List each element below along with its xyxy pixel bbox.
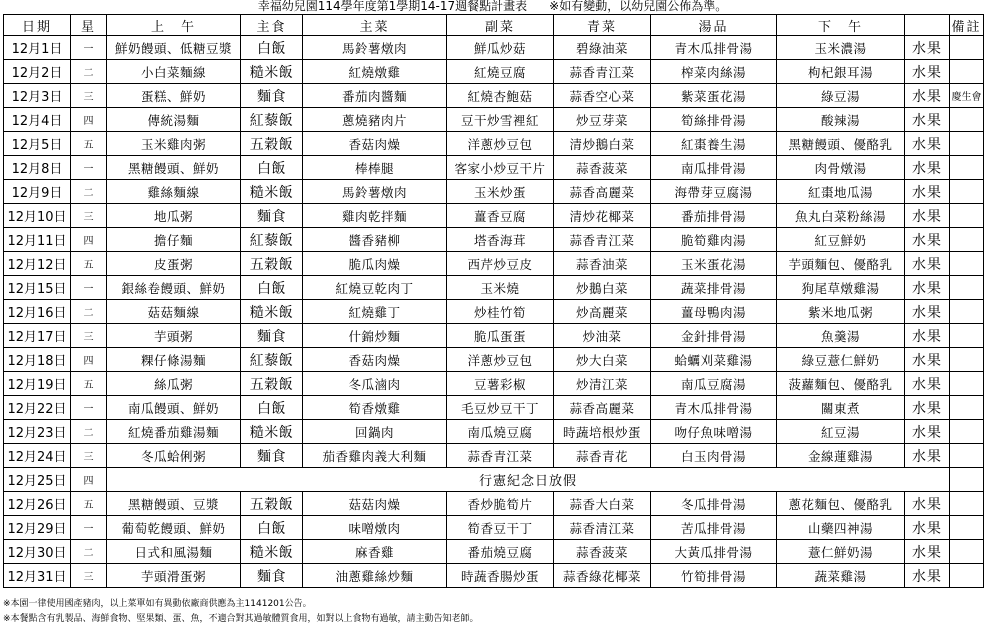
cell-morning: 擔仔麵 xyxy=(107,228,241,252)
cell-staple: 糙米飯 xyxy=(241,180,303,204)
cell-fruit: 水果 xyxy=(905,36,950,60)
cell-fruit: 水果 xyxy=(905,324,950,348)
cell-fruit: 水果 xyxy=(905,300,950,324)
cell-main: 茄香雞肉義大利麵 xyxy=(303,444,447,468)
cell-afternoon: 肉骨燉湯 xyxy=(777,156,905,180)
cell-afternoon: 黑糖饅頭、優酪乳 xyxy=(777,132,905,156)
cell-date: 12月4日 xyxy=(4,108,71,132)
cell-staple: 糙米飯 xyxy=(241,420,303,444)
cell-soup: 蔬菜排骨湯 xyxy=(651,276,777,300)
cell-afternoon: 綠豆湯 xyxy=(777,84,905,108)
cell-veg: 蒜香高麗菜 xyxy=(554,396,651,420)
cell-date: 12月15日 xyxy=(4,276,71,300)
cell-afternoon: 薏仁鮮奶湯 xyxy=(777,540,905,564)
cell-afternoon: 蔬菜雞湯 xyxy=(777,564,905,588)
cell-fruit: 水果 xyxy=(905,204,950,228)
cell-afternoon: 芋頭麵包、優酪乳 xyxy=(777,252,905,276)
table-row xyxy=(4,132,984,156)
cell-weekday: 五 xyxy=(71,132,107,156)
cell-weekday: 一 xyxy=(71,396,107,420)
cell-weekday: 三 xyxy=(71,444,107,468)
cell-morning: 黑糖饅頭、豆漿 xyxy=(107,492,241,516)
cell-weekday: 一 xyxy=(71,276,107,300)
cell-weekday: 二 xyxy=(71,180,107,204)
cell-fruit: 水果 xyxy=(905,60,950,84)
header-row xyxy=(4,15,984,36)
cell-fruit: 水果 xyxy=(905,540,950,564)
header-side: 副菜 xyxy=(447,15,554,36)
cell-morning: 日式和風湯麵 xyxy=(107,540,241,564)
cell-weekday: 五 xyxy=(71,252,107,276)
cell-date: 12月25日 xyxy=(4,468,71,492)
cell-date: 12月12日 xyxy=(4,252,71,276)
cell-staple: 糙米飯 xyxy=(241,540,303,564)
cell-veg: 蒜香青花 xyxy=(554,444,651,468)
cell-date: 12月24日 xyxy=(4,444,71,468)
footnote-allergy: ※本餐點含有乳製品、海鮮食物、堅果類、蛋、魚，不適合對其過敏體質食用，如對以上食物有過敏，請主動告知老師。 xyxy=(3,614,479,624)
cell-note xyxy=(950,324,984,348)
cell-main: 馬鈴薯燉肉 xyxy=(303,36,447,60)
cell-afternoon: 綠豆薏仁鮮奶 xyxy=(777,348,905,372)
cell-staple: 糙米飯 xyxy=(241,60,303,84)
cell-veg: 蒜香空心菜 xyxy=(554,84,651,108)
title-text: 幸福幼兒園114學年度第1學期14-17週餐點計畫表 xyxy=(257,0,528,13)
cell-weekday: 四 xyxy=(71,348,107,372)
cell-main: 醬香豬柳 xyxy=(303,228,447,252)
cell-veg: 炒清江菜 xyxy=(554,372,651,396)
cell-main: 紅燒雞丁 xyxy=(303,300,447,324)
table-row xyxy=(4,228,984,252)
cell-date: 12月22日 xyxy=(4,396,71,420)
cell-main: 紅燒燉雞 xyxy=(303,60,447,84)
cell-veg: 蒜香油菜 xyxy=(554,252,651,276)
cell-weekday: 四 xyxy=(71,228,107,252)
cell-fruit: 水果 xyxy=(905,252,950,276)
cell-staple: 麵食 xyxy=(241,564,303,588)
cell-staple: 麵食 xyxy=(241,444,303,468)
cell-staple: 五穀飯 xyxy=(241,132,303,156)
cell-soup: 竹筍排骨湯 xyxy=(651,564,777,588)
cell-date: 12月3日 xyxy=(4,84,71,108)
cell-weekday: 三 xyxy=(71,84,107,108)
cell-main: 番茄肉醬麵 xyxy=(303,84,447,108)
cell-side: 紅燒杏鮑菇 xyxy=(447,84,554,108)
cell-staple: 麵食 xyxy=(241,204,303,228)
table-row xyxy=(4,108,984,132)
cell-morning: 玉米雞肉粥 xyxy=(107,132,241,156)
cell-soup: 番茄排骨湯 xyxy=(651,204,777,228)
cell-side: 香炒脆筍片 xyxy=(447,492,554,516)
cell-fruit: 水果 xyxy=(905,564,950,588)
cell-note xyxy=(950,252,984,276)
cell-afternoon: 玉米濃湯 xyxy=(777,36,905,60)
cell-veg: 炒大白菜 xyxy=(554,348,651,372)
table-row xyxy=(4,300,984,324)
cell-weekday: 三 xyxy=(71,324,107,348)
cell-fruit: 水果 xyxy=(905,156,950,180)
cell-note xyxy=(950,492,984,516)
cell-staple: 白飯 xyxy=(241,516,303,540)
cell-side: 玉米燒 xyxy=(447,276,554,300)
cell-soup: 南瓜排骨湯 xyxy=(651,156,777,180)
cell-date: 12月2日 xyxy=(4,60,71,84)
header-afternoon: 下 午 xyxy=(777,15,905,36)
cell-veg: 蒜香菠菜 xyxy=(554,156,651,180)
cell-fruit: 水果 xyxy=(905,420,950,444)
cell-staple: 白飯 xyxy=(241,156,303,180)
header-weekday: 星 xyxy=(71,15,107,36)
cell-staple: 白飯 xyxy=(241,276,303,300)
cell-fruit: 水果 xyxy=(905,372,950,396)
cell-note xyxy=(950,108,984,132)
table-row xyxy=(4,204,984,228)
cell-date: 12月9日 xyxy=(4,180,71,204)
cell-side: 薑香豆腐 xyxy=(447,204,554,228)
cell-side: 玉米炒蛋 xyxy=(447,180,554,204)
cell-note xyxy=(950,540,984,564)
cell-side: 番茄燒豆腐 xyxy=(447,540,554,564)
cell-note: 慶生會 xyxy=(950,84,984,108)
cell-side: 鮮瓜炒菇 xyxy=(447,36,554,60)
cell-morning: 紅燒番茄雞湯麵 xyxy=(107,420,241,444)
cell-side: 毛豆炒豆干丁 xyxy=(447,396,554,420)
cell-soup: 脆筍雞肉湯 xyxy=(651,228,777,252)
cell-staple: 紅藜飯 xyxy=(241,228,303,252)
table-row xyxy=(4,60,984,84)
cell-soup: 吻仔魚味噌湯 xyxy=(651,420,777,444)
cell-afternoon: 酸辣湯 xyxy=(777,108,905,132)
cell-staple: 麵食 xyxy=(241,84,303,108)
cell-veg: 蒜香菠菜 xyxy=(554,540,651,564)
cell-afternoon: 菠蘿麵包、優酪乳 xyxy=(777,372,905,396)
header-main: 主菜 xyxy=(303,15,447,36)
cell-fruit: 水果 xyxy=(905,492,950,516)
cell-fruit: 水果 xyxy=(905,516,950,540)
cell-weekday: 二 xyxy=(71,540,107,564)
table-row xyxy=(4,444,984,468)
cell-veg: 清炒花椰菜 xyxy=(554,204,651,228)
table-row xyxy=(4,348,984,372)
cell-weekday: 四 xyxy=(71,108,107,132)
cell-date: 12月16日 xyxy=(4,300,71,324)
cell-afternoon: 山藥四神湯 xyxy=(777,516,905,540)
cell-fruit: 水果 xyxy=(905,180,950,204)
cell-morning: 芋頭粥 xyxy=(107,324,241,348)
cell-main: 油蔥雞絲炒麵 xyxy=(303,564,447,588)
cell-morning: 菇菇麵線 xyxy=(107,300,241,324)
cell-veg: 蒜香大白菜 xyxy=(554,492,651,516)
cell-soup: 紅棗養生湯 xyxy=(651,132,777,156)
cell-morning: 葡萄乾饅頭、鮮奶 xyxy=(107,516,241,540)
cell-side: 炒桂竹筍 xyxy=(447,300,554,324)
cell-date: 12月18日 xyxy=(4,348,71,372)
cell-side: 洋蔥炒豆包 xyxy=(447,132,554,156)
cell-side: 紅燒豆腐 xyxy=(447,60,554,84)
cell-weekday: 三 xyxy=(71,564,107,588)
cell-weekday: 一 xyxy=(71,156,107,180)
cell-weekday: 二 xyxy=(71,60,107,84)
cell-side: 筍香豆干丁 xyxy=(447,516,554,540)
cell-main: 紅燒豆乾肉丁 xyxy=(303,276,447,300)
cell-side: 時蔬香腸炒蛋 xyxy=(447,564,554,588)
cell-date: 12月1日 xyxy=(4,36,71,60)
footnote-pork: ※本園一律使用國產豬肉，以上菜單如有異動依廠商供應為主1141201公告。 xyxy=(3,599,312,609)
cell-main: 冬瓜滷肉 xyxy=(303,372,447,396)
table-row xyxy=(4,84,984,108)
header-date: 日期 xyxy=(4,15,71,36)
cell-soup: 南瓜豆腐湯 xyxy=(651,372,777,396)
cell-weekday: 二 xyxy=(71,300,107,324)
cell-note xyxy=(950,420,984,444)
cell-fruit: 水果 xyxy=(905,444,950,468)
cell-soup: 白玉肉骨湯 xyxy=(651,444,777,468)
table-row xyxy=(4,36,984,60)
cell-veg: 蒜香綠花椰菜 xyxy=(554,564,651,588)
cell-fruit: 水果 xyxy=(905,228,950,252)
cell-afternoon: 蔥花麵包、優酪乳 xyxy=(777,492,905,516)
cell-weekday: 五 xyxy=(71,372,107,396)
cell-side: 蒜香青江菜 xyxy=(447,444,554,468)
cell-staple: 麵食 xyxy=(241,324,303,348)
cell-fruit: 水果 xyxy=(905,84,950,108)
cell-morning: 黑糖饅頭、鮮奶 xyxy=(107,156,241,180)
cell-side: 豆薯彩椒 xyxy=(447,372,554,396)
cell-main: 回鍋肉 xyxy=(303,420,447,444)
cell-note xyxy=(950,276,984,300)
cell-main: 蔥燒豬肉片 xyxy=(303,108,447,132)
cell-main: 香菇肉燥 xyxy=(303,348,447,372)
cell-soup: 冬瓜排骨湯 xyxy=(651,492,777,516)
cell-morning: 銀絲卷饅頭、鮮奶 xyxy=(107,276,241,300)
cell-date: 12月5日 xyxy=(4,132,71,156)
cell-staple: 白飯 xyxy=(241,36,303,60)
cell-morning: 雞絲麵線 xyxy=(107,180,241,204)
cell-note xyxy=(950,300,984,324)
cell-morning: 蛋糕、鮮奶 xyxy=(107,84,241,108)
cell-soup: 苦瓜排骨湯 xyxy=(651,516,777,540)
cell-note xyxy=(950,180,984,204)
table-row xyxy=(4,156,984,180)
cell-veg: 時蔬培根炒蛋 xyxy=(554,420,651,444)
cell-main: 筍香燉雞 xyxy=(303,396,447,420)
cell-note xyxy=(950,132,984,156)
cell-side: 西芹炒豆皮 xyxy=(447,252,554,276)
cell-staple: 五穀飯 xyxy=(241,372,303,396)
table-row xyxy=(4,540,984,564)
cell-note xyxy=(950,444,984,468)
cell-main: 脆瓜肉燥 xyxy=(303,252,447,276)
cell-veg: 蒜香清江菜 xyxy=(554,516,651,540)
cell-note xyxy=(950,228,984,252)
cell-fruit: 水果 xyxy=(905,132,950,156)
header-soup: 湯品 xyxy=(651,15,777,36)
cell-veg: 蒜香青江菜 xyxy=(554,60,651,84)
header-fruit xyxy=(905,15,950,36)
table-row xyxy=(4,516,984,540)
cell-note xyxy=(950,564,984,588)
cell-fruit: 水果 xyxy=(905,396,950,420)
cell-side: 脆瓜蛋蛋 xyxy=(447,324,554,348)
table-row xyxy=(4,276,984,300)
cell-weekday: 五 xyxy=(71,492,107,516)
cell-afternoon: 紅豆湯 xyxy=(777,420,905,444)
cell-main: 雞肉乾拌麵 xyxy=(303,204,447,228)
table-row xyxy=(4,252,984,276)
cell-morning: 南瓜饅頭、鮮奶 xyxy=(107,396,241,420)
cell-main: 菇菇肉燥 xyxy=(303,492,447,516)
menu-body xyxy=(4,36,984,588)
cell-veg: 炒油菜 xyxy=(554,324,651,348)
table-row xyxy=(4,180,984,204)
cell-main: 香菇肉燥 xyxy=(303,132,447,156)
cell-date: 12月17日 xyxy=(4,324,71,348)
cell-veg: 蒜香青江菜 xyxy=(554,228,651,252)
table-row xyxy=(4,396,984,420)
cell-soup: 金針排骨湯 xyxy=(651,324,777,348)
cell-weekday: 一 xyxy=(71,36,107,60)
cell-weekday: 一 xyxy=(71,516,107,540)
cell-morning: 粿仔條湯麵 xyxy=(107,348,241,372)
cell-side: 客家小炒豆干片 xyxy=(447,156,554,180)
cell-note xyxy=(950,396,984,420)
cell-fruit: 水果 xyxy=(905,108,950,132)
change-notice: ※如有變動，以幼兒園公佈為準。 xyxy=(549,0,728,13)
cell-weekday: 四 xyxy=(71,468,107,492)
header-morning: 上 午 xyxy=(107,15,241,36)
header-note: 備註 xyxy=(950,15,984,36)
cell-afternoon: 魚羹湯 xyxy=(777,324,905,348)
cell-note xyxy=(950,372,984,396)
cell-morning: 芋頭滑蛋粥 xyxy=(107,564,241,588)
cell-staple: 紅藜飯 xyxy=(241,348,303,372)
cell-veg: 炒鵝白菜 xyxy=(554,276,651,300)
cell-soup: 薑母鴨肉湯 xyxy=(651,300,777,324)
cell-afternoon: 紅棗地瓜湯 xyxy=(777,180,905,204)
cell-main: 馬鈴薯燉肉 xyxy=(303,180,447,204)
cell-soup: 青木瓜排骨湯 xyxy=(651,396,777,420)
cell-note xyxy=(950,516,984,540)
cell-note xyxy=(950,60,984,84)
cell-morning: 冬瓜蛤俐粥 xyxy=(107,444,241,468)
cell-morning: 地瓜粥 xyxy=(107,204,241,228)
cell-staple: 紅藜飯 xyxy=(241,108,303,132)
cell-main: 什錦炒麵 xyxy=(303,324,447,348)
cell-afternoon: 關東煮 xyxy=(777,396,905,420)
cell-weekday: 三 xyxy=(71,204,107,228)
header-staple: 主食 xyxy=(241,15,303,36)
cell-veg: 清炒鵝白菜 xyxy=(554,132,651,156)
cell-veg: 炒高麗菜 xyxy=(554,300,651,324)
cell-staple: 五穀飯 xyxy=(241,492,303,516)
cell-afternoon: 金線蓮雞湯 xyxy=(777,444,905,468)
cell-note xyxy=(950,468,984,492)
cell-soup: 蛤蠣刈菜雞湯 xyxy=(651,348,777,372)
cell-side: 南瓜燒豆腐 xyxy=(447,420,554,444)
cell-main: 味噌燉肉 xyxy=(303,516,447,540)
cell-afternoon: 魚丸白菜粉絲湯 xyxy=(777,204,905,228)
cell-staple: 五穀飯 xyxy=(241,252,303,276)
meal-plan-table xyxy=(3,14,984,588)
table-row xyxy=(4,324,984,348)
cell-note xyxy=(950,204,984,228)
cell-fruit: 水果 xyxy=(905,276,950,300)
cell-note xyxy=(950,36,984,60)
cell-date: 12月23日 xyxy=(4,420,71,444)
cell-soup: 海帶芽豆腐湯 xyxy=(651,180,777,204)
cell-staple: 糙米飯 xyxy=(241,300,303,324)
cell-morning: 鮮奶饅頭、低糖豆漿 xyxy=(107,36,241,60)
cell-weekday: 二 xyxy=(71,420,107,444)
cell-date: 12月29日 xyxy=(4,516,71,540)
cell-soup: 玉米蛋花湯 xyxy=(651,252,777,276)
cell-soup: 青木瓜排骨湯 xyxy=(651,36,777,60)
table-row xyxy=(4,372,984,396)
cell-morning: 傳統湯麵 xyxy=(107,108,241,132)
cell-fruit: 水果 xyxy=(905,348,950,372)
cell-afternoon: 枸杞銀耳湯 xyxy=(777,60,905,84)
cell-morning: 絲瓜粥 xyxy=(107,372,241,396)
table-row xyxy=(4,492,984,516)
cell-veg: 炒豆芽菜 xyxy=(554,108,651,132)
cell-soup: 筍絲排骨湯 xyxy=(651,108,777,132)
table-row xyxy=(4,420,984,444)
cell-date: 12月8日 xyxy=(4,156,71,180)
cell-afternoon: 紫米地瓜粥 xyxy=(777,300,905,324)
cell-morning: 小白菜麵線 xyxy=(107,60,241,84)
cell-afternoon: 紅豆鮮奶 xyxy=(777,228,905,252)
cell-note xyxy=(950,348,984,372)
cell-date: 12月19日 xyxy=(4,372,71,396)
table-row xyxy=(4,564,984,588)
cell-side: 塔香海茸 xyxy=(447,228,554,252)
cell-date: 12月10日 xyxy=(4,204,71,228)
cell-side: 洋蔥炒豆包 xyxy=(447,348,554,372)
cell-soup: 榨菜肉絲湯 xyxy=(651,60,777,84)
cell-soup: 大黃瓜排骨湯 xyxy=(651,540,777,564)
cell-date: 12月30日 xyxy=(4,540,71,564)
cell-afternoon: 狗尾草燉雞湯 xyxy=(777,276,905,300)
cell-date: 12月26日 xyxy=(4,492,71,516)
cell-main: 麻香雞 xyxy=(303,540,447,564)
cell-holiday: 行憲紀念日放假 xyxy=(107,468,950,492)
table-row xyxy=(4,468,984,492)
cell-main: 棒棒腿 xyxy=(303,156,447,180)
cell-veg: 蒜香高麗菜 xyxy=(554,180,651,204)
page-title xyxy=(0,0,985,14)
cell-veg: 碧綠油菜 xyxy=(554,36,651,60)
cell-side: 豆干炒雪裡紅 xyxy=(447,108,554,132)
cell-date: 12月31日 xyxy=(4,564,71,588)
cell-date: 12月11日 xyxy=(4,228,71,252)
cell-note xyxy=(950,156,984,180)
cell-soup: 紫菜蛋花湯 xyxy=(651,84,777,108)
cell-morning: 皮蛋粥 xyxy=(107,252,241,276)
header-veg: 青菜 xyxy=(554,15,651,36)
cell-staple: 白飯 xyxy=(241,396,303,420)
